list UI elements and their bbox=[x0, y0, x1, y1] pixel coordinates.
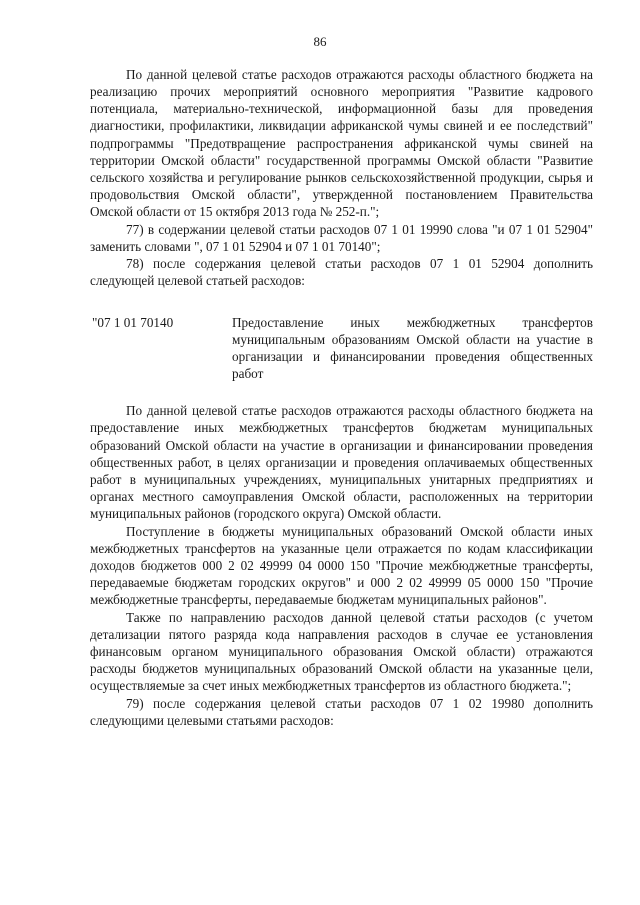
paragraph-funding-description: По данной целевой статье расходов отражаются расходы областного бюджета на реализацию прочих мероприятий основного мероприятия "Развитие кадрового потенциала, материально-технической, информационной базы для проведения диагностики, профилактики, ликвидации африканской чумы свиней и ее последствий" подпрограммы "Предотвращение распространения африканской чумы свиней на территории Омской области" государственной программы Омской области "Развитие сельского хозяйства и регулирование рынков сельскохозяйственной продукции, сырья и продовольствия Омской области", утвержденной постановлением Правительства Омской области от 15 октября 2013 года № 252-п."; bbox=[90, 67, 593, 220]
paragraph-transfer-description: По данной целевой статье расходов отражаются расходы областного бюджета на предоставление иных межбюджетных трансфертов бюджетам муниципальных образований Омской области на участие в организации и финансировании проведения общественных работ, в целях организации и проведения оплачиваемых общественных работ в муниципальных учреждениях, муниципальных унитарных предприятиях и органах местного самоуправления Омской области, расположенных на территории муниципальных районов (городского округа) Омской области. bbox=[90, 403, 593, 522]
paragraph-expense-direction: Также по направлению расходов данной целевой статьи расходов (с учетом детализации пятого разряда кода направления расходов в случае ее установления финансовым органом муниципального образования Омской области) отражаются расходы бюджетов муниципальных образований Омской области на указанные цели, осуществляемые за счет иных межбюджетных трансфертов из областного бюджета."; bbox=[90, 609, 593, 694]
paragraph-item-78: 78) после содержания целевой статьи расходов 07 1 01 52904 дополнить следующей целевой статьей расходов: bbox=[90, 256, 593, 289]
target-article-entry bbox=[90, 314, 593, 383]
page-number: 86 bbox=[313, 34, 327, 49]
target-article-title: Предоставление иных межбюджетных трансфертов муниципальным образованиям Омской области на участие в организации и финансировании проведения общественных работ bbox=[232, 314, 593, 382]
paragraph-item-79: 79) после содержания целевой статьи расходов 07 1 02 19980 дополнить следующими целевыми статьями расходов: bbox=[90, 695, 593, 728]
paragraph-revenue-codes: Поступление в бюджеты муниципальных образований Омской области иных межбюджетных трансфертов на указанные цели отражается по кодам классификации доходов бюджетов 000 2 02 49999 04 0000 150 "Прочие межбюджетные трансферты, передаваемые бюджетам городских округов" и 000 2 02 49999 05 0000 150 "Прочие межбюджетные трансферты, передаваемые бюджетам муниципальных районов". bbox=[90, 523, 593, 608]
document-body bbox=[90, 66, 593, 729]
paragraph-item-77: 77) в содержании целевой статьи расходов 07 1 01 19990 слова "и 07 1 01 52904" заменить словами ", 07 1 01 52904 и 07 1 01 70140"; bbox=[90, 221, 593, 254]
target-article-code: "07 1 01 70140 bbox=[92, 314, 174, 330]
